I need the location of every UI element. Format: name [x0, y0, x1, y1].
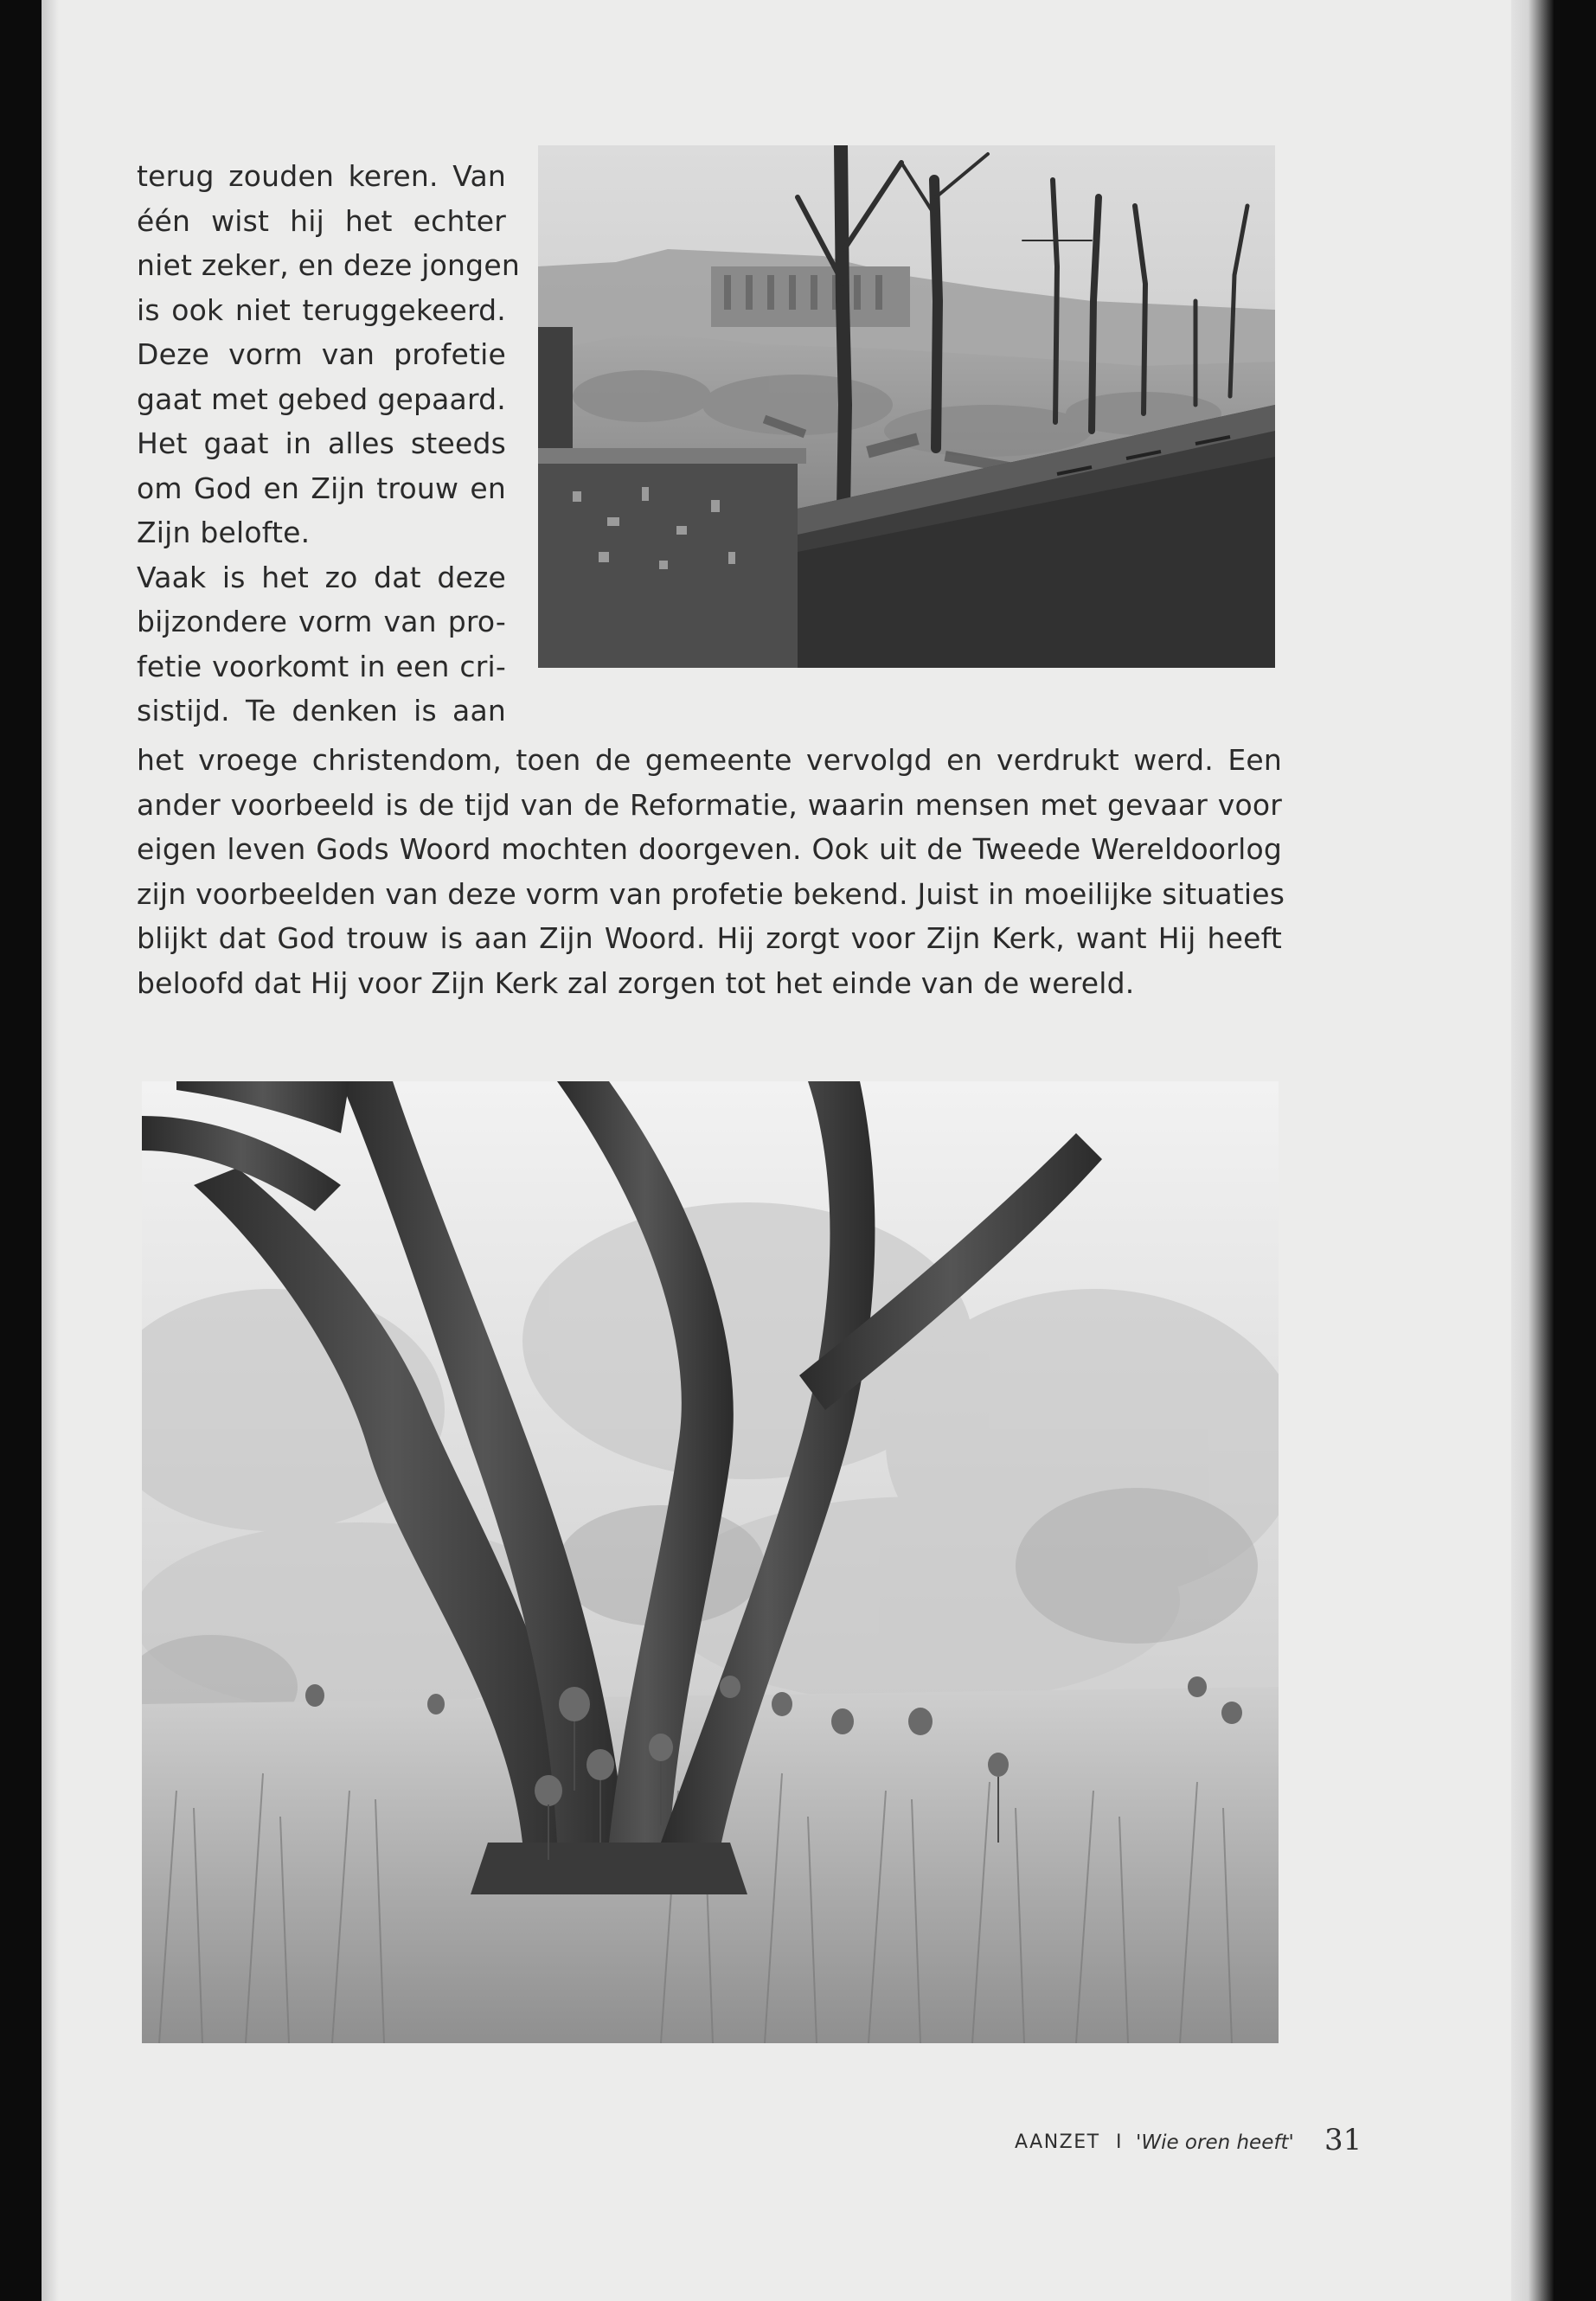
text-line: Zijn belofte. [137, 516, 311, 549]
footer-separator: I [1116, 2131, 1122, 2153]
text-line: Deze vorm van profetie [137, 337, 506, 371]
paragraph-text [137, 738, 1285, 1005]
page-gutter-shadow [42, 0, 59, 2301]
page-number: 31 [1324, 2123, 1362, 2157]
text-line: fetie voorkomt in een cri- [137, 649, 506, 683]
text-line: Het gaat in alles steeds [137, 426, 506, 460]
text-line: terug zouden keren. Van [137, 159, 506, 193]
text-line: eigen leven Gods Woord mochten doorgeven. Ook uit de Tweede Wereldoorlog [137, 832, 1282, 866]
book-page [42, 0, 1554, 2301]
text-line: het vroege christendom, toen de gemeente vervolgd en verdrukt werd. Een [137, 743, 1282, 777]
text-line: Vaak is het zo dat deze [137, 560, 506, 594]
text-line: beloofd dat Hij voor Zijn Kerk zal zorgen tot het einde van de wereld. [137, 965, 1135, 1000]
text-line: zijn voorbeelden van deze vorm van profetie bekend. Juist in moeilijke situaties [137, 876, 1285, 911]
text-line: om God en Zijn trouw en [137, 471, 506, 505]
column-text [137, 154, 520, 734]
text-line: gaat met gebed gepaard. [137, 381, 506, 416]
series-title: AANZET [1015, 2131, 1100, 2153]
text-line: ander voorbeeld is de tijd van de Reformatie, waarin mensen met gevaar voor [137, 787, 1282, 822]
chapter-subtitle: 'Wie oren heeft' [1136, 2131, 1294, 2154]
text-line: sistijd. Te denken is aan [137, 694, 506, 727]
text-line: bijzondere vorm van pro- [137, 605, 506, 638]
tree-photo [142, 1081, 1279, 2043]
ruins-photo [538, 145, 1275, 668]
text-line: is ook niet teruggekeerd. [137, 292, 506, 327]
page-edge [1511, 0, 1554, 2301]
text-line: één wist hij het echter [137, 203, 506, 238]
text-line: blijkt dat God trouw is aan Zijn Woord. Hij zorgt voor Zijn Kerk, want Hij heeft [137, 921, 1282, 955]
page-footer [1015, 2121, 1413, 2164]
text-line: niet zeker, en deze jongen [137, 248, 520, 282]
